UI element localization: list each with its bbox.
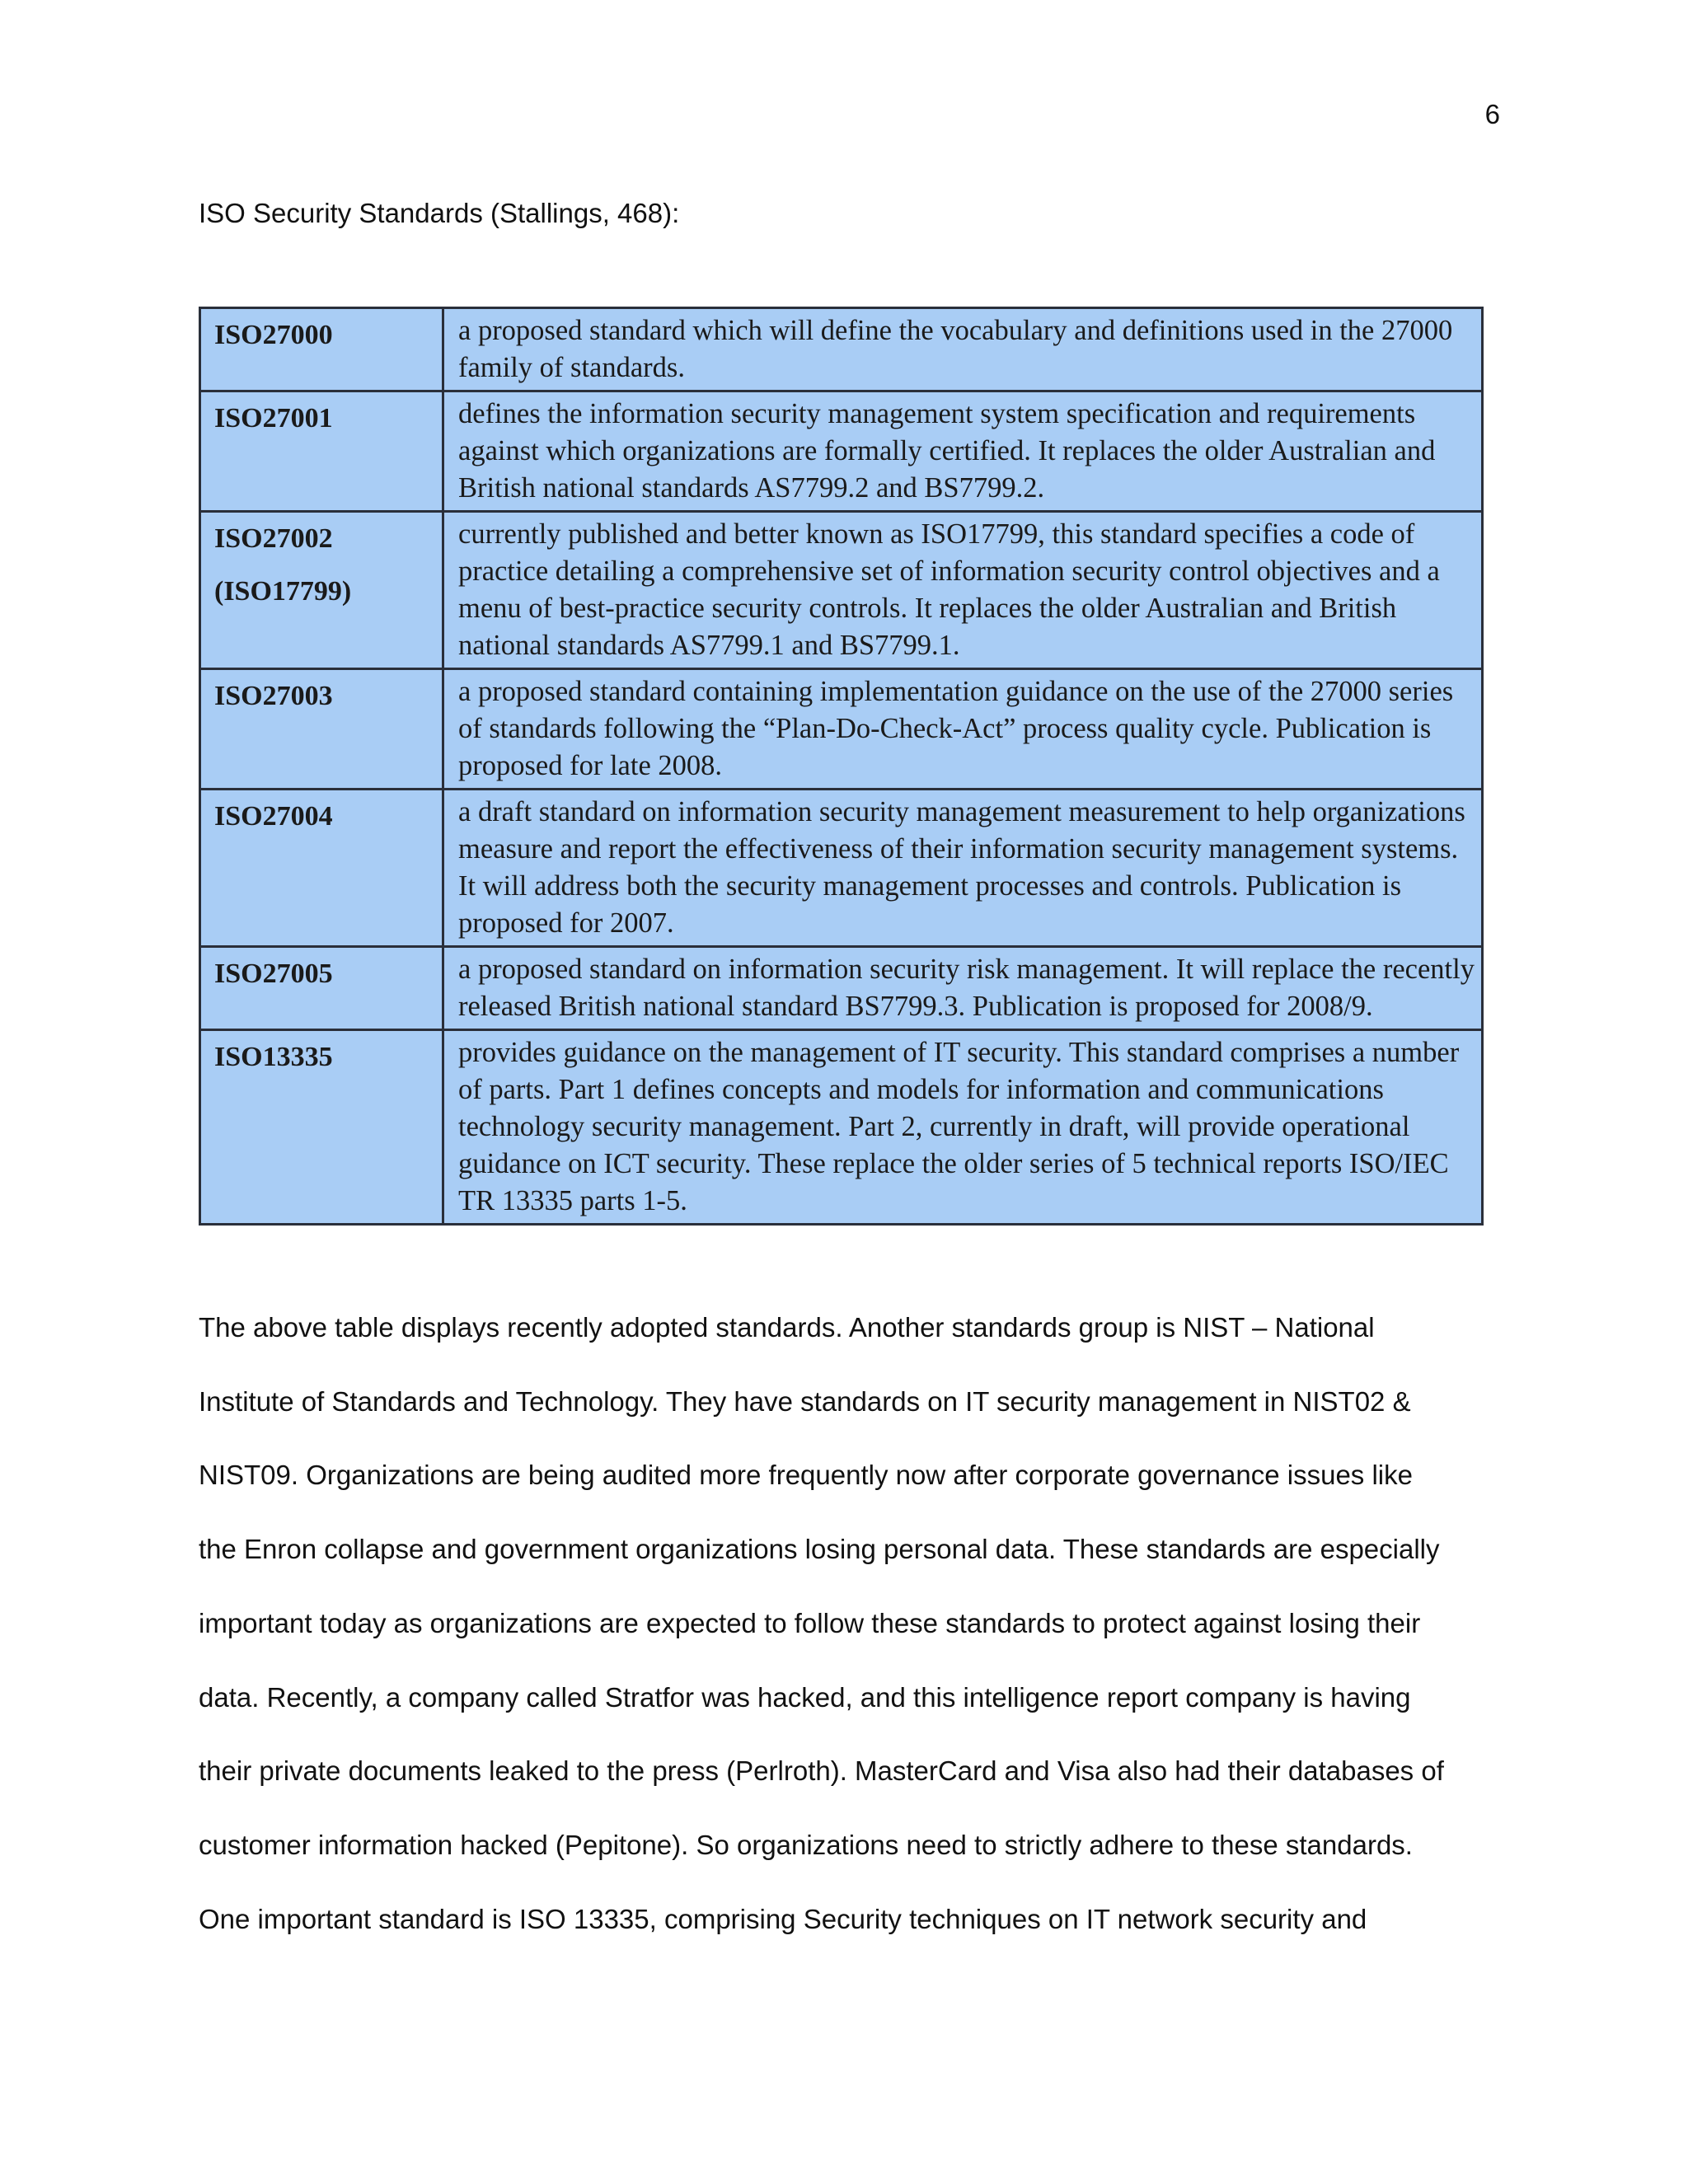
table-row <box>200 308 1483 391</box>
standard-code-cell <box>200 512 443 669</box>
paragraph-line: the Enron collapse and government organizations losing personal data. These standards are especially <box>199 1534 1440 1565</box>
paragraph-line: NIST09. Organizations are being audited more frequently now after corporate governance issues like <box>199 1460 1413 1491</box>
standard-description: defines the information security management system specification and requirements against which organizations are formally certified. It replaces the older Australian and British national standards AS7799.2 and BS7799.2. <box>443 391 1483 512</box>
standard-code: ISO27002 <box>214 523 333 554</box>
paragraph-line: data. Recently, a company called Stratfor was hacked, and this intelligence report company is having <box>199 1681 1411 1713</box>
iso-standards-table <box>199 307 1484 1226</box>
standard-code: ISO27004 <box>214 801 333 832</box>
table-caption: ISO Security Standards (Stallings, 468): <box>199 198 680 228</box>
standard-code-cell <box>200 790 443 947</box>
paragraph-line: The above table displays recently adopted standards. Another standards group is NIST – National <box>199 1312 1375 1343</box>
standard-code-cell <box>200 308 443 391</box>
standard-code: ISO27003 <box>214 681 333 711</box>
paragraph-line: important today as organizations are expected to follow these standards to protect against losing their <box>199 1607 1421 1638</box>
standard-code-cell <box>200 669 443 790</box>
paragraph-line: their private documents leaked to the press (Perlroth). MasterCard and Visa also had their databases of <box>199 1755 1444 1787</box>
body-paragraph <box>199 1291 1501 1956</box>
table-row <box>200 790 1483 947</box>
paragraph-line: Institute of Standards and Technology. They have standards on IT security management in NIST02 & <box>199 1385 1411 1417</box>
standard-code: ISO27001 <box>214 403 333 434</box>
standard-code-cell <box>200 391 443 512</box>
table-row <box>200 391 1483 512</box>
table-row <box>200 512 1483 669</box>
standard-description: provides guidance on the management of IT security. This standard comprises a number of parts. Part 1 defines concepts and models for information and communications technology security management. Part 2, currently in draft, will provide operational guidance on ICT security. These replace the older series of 5 technical reports ISO/IEC TR 13335 parts 1-5. <box>443 1030 1483 1225</box>
standard-code: ISO13335 <box>214 1042 333 1072</box>
standard-code-alias: (ISO17799) <box>214 576 352 607</box>
standard-description: a proposed standard containing implementation guidance on the use of the 27000 series of standards following the “Plan-Do-Check-Act” process quality cycle. Publication is proposed for late 2008. <box>443 669 1483 790</box>
standard-description: a draft standard on information security management measurement to help organizations measure and report the effectiveness of their information security management systems. It will address both the security management processes and controls. Publication is proposed for 2007. <box>443 790 1483 947</box>
table-row <box>200 1030 1483 1225</box>
paragraph-line: One important standard is ISO 13335, comprising Security techniques on IT network security and <box>199 1903 1367 1934</box>
table-row <box>200 947 1483 1030</box>
page-number: 6 <box>1484 99 1500 129</box>
paragraph-line: customer information hacked (Pepitone). So organizations need to strictly adhere to these standards. <box>199 1829 1413 1860</box>
standard-code-cell <box>200 947 443 1030</box>
standard-description: currently published and better known as ISO17799, this standard specifies a code of practice detailing a comprehensive set of information security control objectives and a menu of best-practice security controls. It replaces the older Australian and British national standards AS7799.1 and BS7799.1. <box>443 512 1483 669</box>
standard-code: ISO27000 <box>214 320 333 350</box>
table-row <box>200 669 1483 790</box>
standard-description: a proposed standard which will define the vocabulary and definitions used in the 27000 family of standards. <box>443 308 1483 391</box>
standard-description: a proposed standard on information security risk management. It will replace the recently released British national standard BS7799.3. Publication is proposed for 2008/9. <box>443 947 1483 1030</box>
standard-code: ISO27005 <box>214 958 333 989</box>
standard-code-cell <box>200 1030 443 1225</box>
